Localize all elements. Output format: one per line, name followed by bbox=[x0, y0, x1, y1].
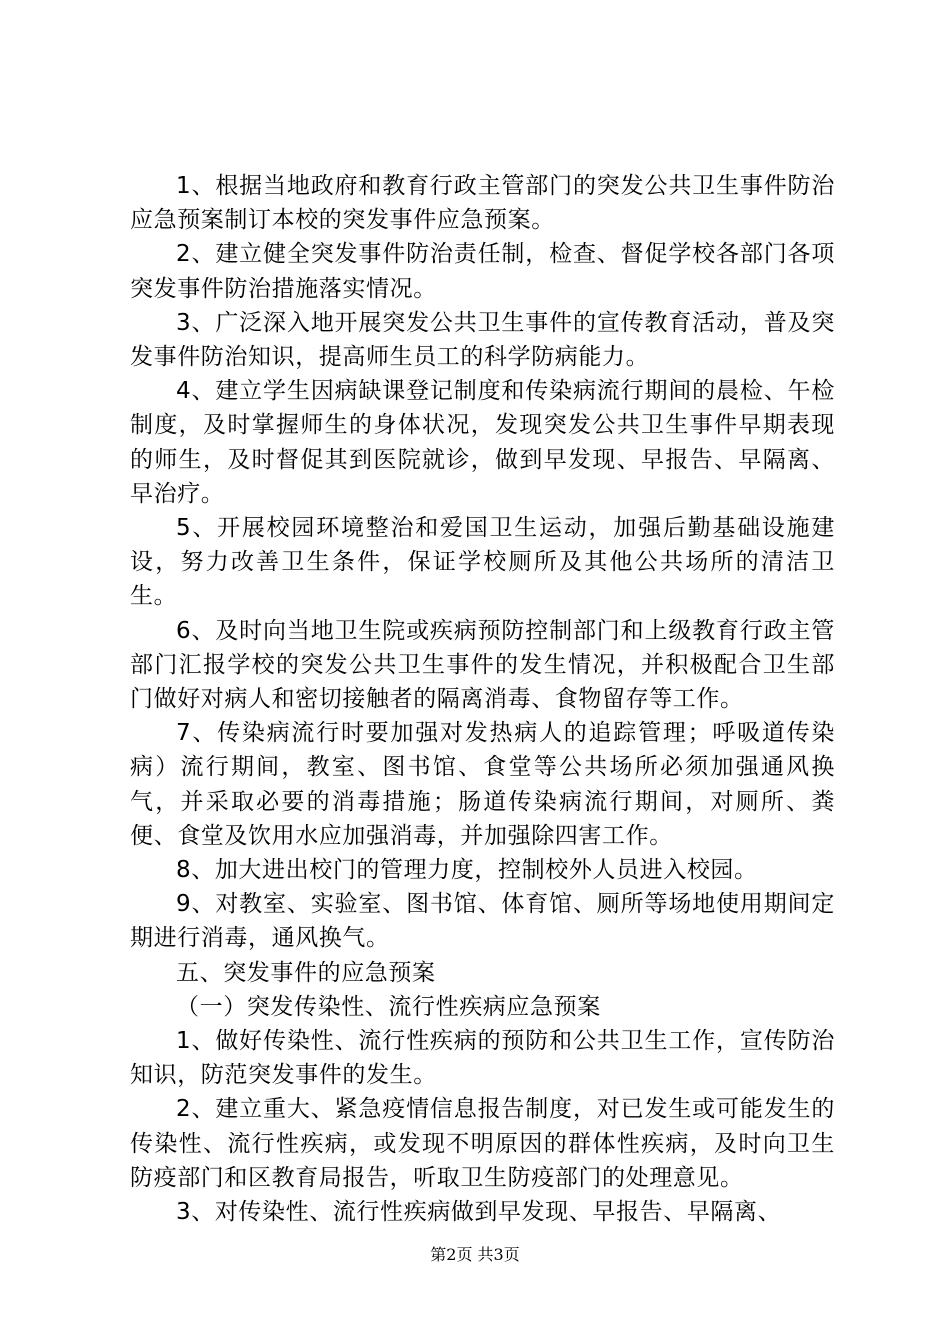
paragraph-6: 6、及时向当地卫生院或疾病预防控制部门和上级教育行政主管部门汇报学校的突发公共卫生事件的发生情况，并积极配合卫生部门做好对病人和密切接触者的隔离消毒、食物留存等工作。 bbox=[130, 617, 835, 713]
paragraph-8: 8、加大进出校门的管理力度，控制校外人员进入校园。 bbox=[176, 857, 758, 884]
document-body bbox=[130, 169, 835, 1229]
paragraph-11: 2、建立重大、紧急疫情信息报告制度，对已发生或可能发生的传染性、流行性疾病，或发现不明原因的群体性疾病，及时向卫生防疫部门和区教育局报告，听取卫生防疫部门的处理意见。 bbox=[130, 1096, 835, 1191]
paragraph-2: 2、建立健全突发事件防治责任制，检查、督促学校各部门各项突发事件防治措施落实情况。 bbox=[130, 241, 835, 302]
paragraph-4: 4、建立学生因病缺课登记制度和传染病流行期间的晨检、午检制度，及时掌握师生的身体状况，发现突发公共卫生事件早期表现的师生，及时督促其到医院就诊，做到早发现、早报告、早隔离、早治疗。 bbox=[130, 378, 835, 507]
paragraph-9: 9、对教室、实验室、图书馆、体育馆、厕所等场地使用期间定期进行消毒，通风换气。 bbox=[130, 891, 835, 952]
paragraph-12: 3、对传染性、流行性疾病做到早发现、早报告、早隔离、 bbox=[176, 1199, 782, 1226]
paragraph-5: 5、开展校园环境整治和爱国卫生运动，加强后勤基础设施建设，努力改善卫生条件，保证学校厕所及其他公共场所的清洁卫生。 bbox=[130, 515, 835, 610]
paragraph-7: 7、传染病流行时要加强对发热病人的追踪管理；呼吸道传染病）流行期间，教室、图书馆、食堂等公共场所必须加强通风换气，并采取必要的消毒措施；肠道传染病流行期间，对厕所、粪便、食堂及饮用水应加强消毒，并加强除四害工作。 bbox=[130, 720, 835, 849]
subsection-heading: （一）突发传染性、流行性疾病应急预案 bbox=[176, 993, 601, 1020]
page-footer: 第2页 共3页 bbox=[430, 1245, 520, 1264]
section-heading: 五、突发事件的应急预案 bbox=[176, 959, 436, 986]
paragraph-10: 1、做好传染性、流行性疾病的预防和公共卫生工作，宣传防治知识，防范突发事件的发生。 bbox=[130, 1028, 835, 1089]
paragraph-1: 1、根据当地政府和教育行政主管部门的突发公共卫生事件防治应急预案制订本校的突发事件应急预案。 bbox=[130, 173, 835, 234]
paragraph-3: 3、广泛深入地开展突发公共卫生事件的宣传教育活动，普及突发事件防治知识，提高师生员工的科学防病能力。 bbox=[130, 309, 835, 371]
